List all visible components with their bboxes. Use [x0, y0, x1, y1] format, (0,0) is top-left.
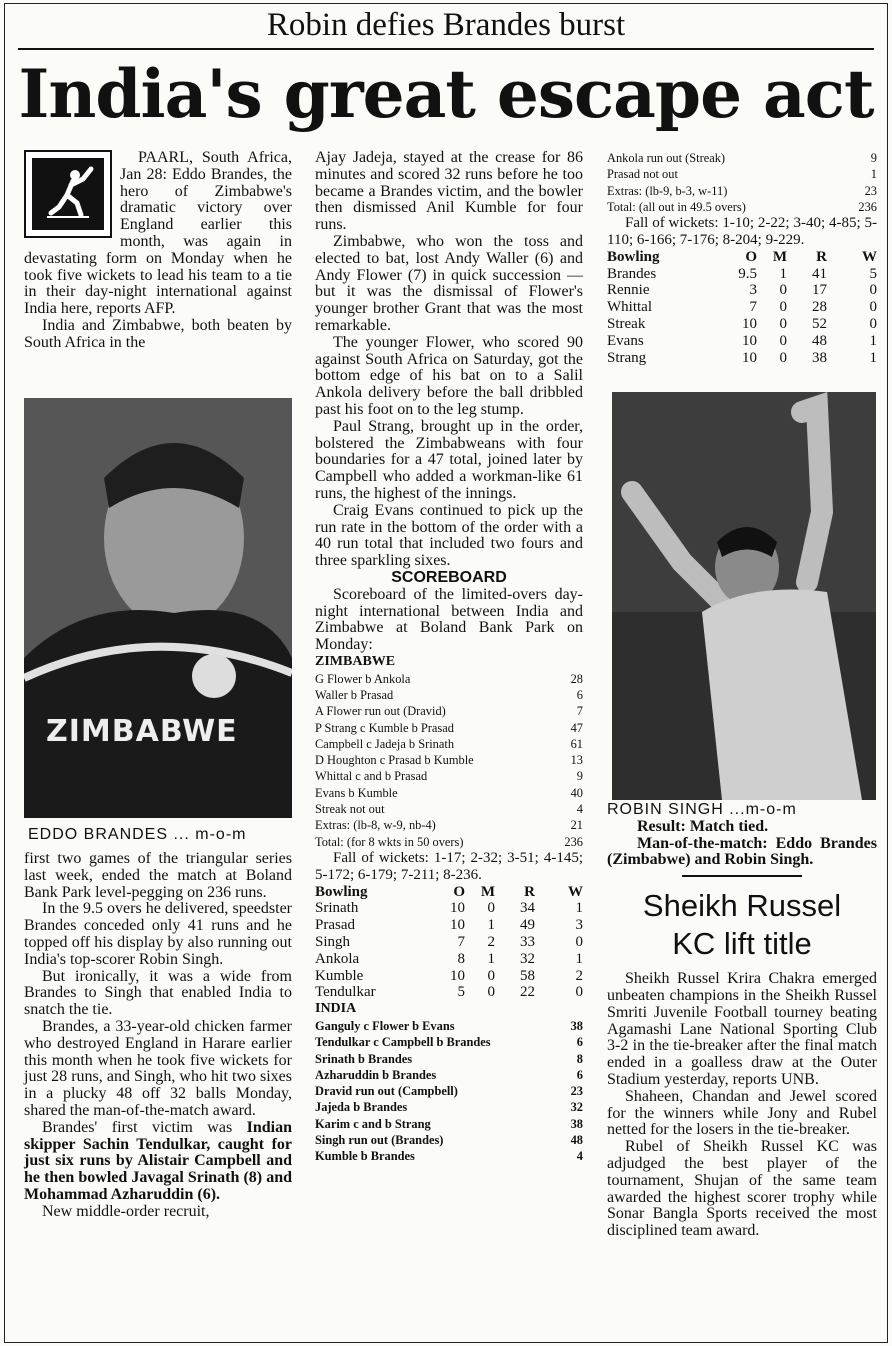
batsman: Prasad not out	[607, 167, 678, 182]
batsman: Whittal c and b Prasad	[315, 769, 428, 784]
bowling-cell: Tendulkar	[315, 984, 376, 1001]
bowling-cell: 0	[779, 332, 787, 349]
paragraph: New middle-order recruit,	[42, 1202, 210, 1220]
bowling-header-cell: O	[453, 883, 465, 900]
bowling-cell: 34	[520, 900, 535, 917]
brandes-photo	[24, 398, 292, 818]
main-headline: India's great escape act	[18, 55, 874, 133]
bowling-cell: 1	[575, 950, 583, 967]
runs: 9	[870, 151, 877, 165]
bowling-cell: 52	[812, 315, 827, 332]
bowling-cell: Ankola	[315, 950, 360, 967]
runs: 236	[564, 834, 583, 849]
bowling-header-cell: R	[524, 883, 535, 900]
batting-row	[315, 801, 583, 817]
paragraph: Brandes, a 33-year-old chicken farmer who destroyed England in Harare earlier this month when he took five wickets for just 28 runs, and Singh, who hit two sixes in a plucky 48 off 32 balls Monday, shared the man-of-the-match award.	[24, 1017, 292, 1119]
bowling-cell: 2	[575, 967, 583, 984]
bowling-row	[607, 316, 877, 333]
bowling-cell: Whittal	[607, 299, 652, 316]
batsman: Srinath b Brandes	[315, 1051, 413, 1066]
scoreboard-intro: Scoreboard of the limited-overs day-night international between India and Zimbabwe at Boland Bank Park on Monday:	[315, 585, 583, 654]
runs: 9	[576, 769, 583, 784]
batsman: Streak not out	[315, 802, 385, 817]
paragraph: Ajay Jadeja, stayed at the crease for 86 minutes and scored 32 runs before he too became a Brandes victim, and the bowler then dismissed Anil Kumble for four runs.	[315, 149, 583, 234]
bowling-cell: 0	[779, 349, 787, 366]
batsman: Tendulkar c Campbell b Brandes	[315, 1035, 491, 1050]
bowling-cell: 22	[520, 984, 535, 1001]
bowling-cell: 10	[742, 315, 757, 332]
bowling-row	[315, 917, 583, 934]
runs: 28	[570, 671, 583, 686]
batsman: Dravid run out (Campbell)	[315, 1084, 458, 1099]
batsman: Extras: (lb-9, b-3, w-11)	[607, 183, 728, 198]
india-bowling-header	[315, 884, 583, 901]
runs: 1	[870, 167, 877, 182]
bowling-cell: 1	[575, 900, 583, 917]
runs: 32	[570, 1100, 583, 1115]
batsman: Karim c and b Strang	[315, 1116, 431, 1131]
bowling-header-cell: O	[745, 248, 757, 265]
lead-paragraph: PAARL, South Africa, Jan 28: Eddo Brandes, the hero of Zimbabwe's dramatic victory over England earlier this month, was again in devastating form on Monday when he took five wickets to lead his team to a tie in their day-night international against India here, reports AFP.	[24, 149, 292, 318]
separator	[682, 875, 802, 877]
bowling-cell: 17	[812, 282, 827, 299]
batsman: D Houghton c Prasad b Kumble	[315, 753, 474, 768]
paragraph: Craig Evans continued to pick up the run rate in the bottom of the order with a 40 run total that included two fours and three sparkling sixes.	[315, 501, 583, 570]
india-bowling	[315, 900, 583, 1001]
bowling-cell: 0	[487, 984, 495, 1001]
paragraph: first two games of the triangular series last week, ended the match at Boland Bank Park level-pegging on 236 runs.	[24, 850, 292, 901]
bowling-cell: 58	[520, 967, 535, 984]
batsman: Ankola run out (Streak)	[607, 151, 726, 165]
batsman: A Flower run out (Dravid)	[315, 704, 446, 719]
runs: 4	[576, 802, 583, 817]
bowling-cell: Streak	[607, 315, 646, 332]
batting-row	[315, 817, 583, 833]
batsman: P Strang c Kumble b Prasad	[315, 720, 454, 735]
bowling-cell: 1	[487, 950, 495, 967]
runs: 4	[576, 1149, 583, 1164]
bowling-cell: 1	[869, 349, 877, 366]
paragraph: Shaheen, Chandan and Jewel scored for the winners while Jony and Rubel netted for the losers in the tie-breaker.	[607, 1087, 877, 1139]
batting-row	[607, 166, 877, 182]
bowling-row	[607, 282, 877, 299]
batsman: Singh run out (Brandes)	[315, 1133, 444, 1148]
runs: 13	[570, 753, 583, 768]
batting-row	[315, 1099, 583, 1115]
bowling-header-cell: M	[772, 248, 787, 265]
bowling-cell: 32	[520, 950, 535, 967]
bowling-cell: 0	[869, 282, 877, 299]
bowling-cell: 10	[450, 900, 465, 917]
bowling-cell: 5	[457, 984, 465, 1001]
bowling-header-cell: W	[862, 248, 877, 265]
shirt-text: ZIMBABWE	[46, 714, 238, 749]
bowling-cell: Kumble	[315, 967, 364, 984]
bowling-row	[607, 266, 877, 283]
bowling-cell: 8	[457, 950, 465, 967]
batting-row	[315, 1034, 583, 1050]
zimbabwe-batting	[315, 671, 583, 850]
batsman: Evans b Kumble	[315, 785, 398, 800]
india-fall-of-wickets: Fall of wickets: 1-10; 2-22; 3-40; 4-85; 5-110; 6-166; 7-176; 8-204; 9-229.	[607, 215, 877, 248]
batting-row	[315, 1067, 583, 1083]
bowling-cell: 3	[575, 917, 583, 934]
batsman: Waller b Prasad	[315, 688, 394, 702]
batting-row	[607, 199, 877, 215]
man-of-the-match: Man-of-the-match: Eddo Brandes (Zimbabwe) and Robin Singh.	[607, 834, 877, 869]
bowling-cell: 41	[812, 265, 827, 282]
batting-row	[315, 1051, 583, 1067]
batting-row	[315, 834, 583, 850]
runs: 6	[576, 1067, 583, 1082]
zimbabwe-fall-of-wickets: Fall of wickets: 1-17; 2-32; 3-51; 4-145; 5-172; 6-179; 7-211; 8-236.	[315, 849, 583, 883]
bowling-row	[607, 350, 877, 367]
kicker-headline: Robin defies Brandes burst	[266, 7, 626, 43]
bowling-row	[607, 333, 877, 350]
batsman: G Flower b Ankola	[315, 671, 411, 686]
batsman: Extras: (lb-8, w-9, nb-4)	[315, 818, 436, 833]
photo-caption-singh: ROBIN SINGH ...m-o-m	[607, 801, 797, 818]
sheikh-russel-headline-2: KC lift title	[672, 926, 812, 962]
bowling-row	[315, 968, 583, 985]
batsman: Total: (all out in 49.5 overs)	[607, 199, 746, 214]
bowling-cell: Prasad	[315, 917, 355, 934]
batting-row	[315, 687, 583, 703]
paragraph: Sheikh Russel Krira Chakra emerged unbeaten champions in the Sheikh Russel Smriti Juvenile Football tourney beating Agamashi Lane National Sporting Club 3-2 in the tie-breaker after the final match ended in a goalless draw at the Outer Stadium yesterday, reports UNB.	[607, 970, 877, 1088]
bowling-cell: 7	[749, 299, 757, 316]
batting-row	[315, 720, 583, 736]
bowling-cell: 1	[487, 917, 495, 934]
runs: 236	[858, 199, 877, 214]
runs: 38	[570, 1018, 583, 1033]
batting-row	[315, 768, 583, 784]
bowling-cell: 0	[575, 933, 583, 950]
bowling-cell: 5	[869, 265, 877, 282]
bowling-cell: 49	[520, 917, 535, 934]
bowling-cell: 33	[520, 933, 535, 950]
robin-singh-photo	[612, 392, 876, 800]
bowling-header-cell: W	[568, 883, 583, 900]
paragraph: Paul Strang, brought up in the order, bolstered the Zimbabweans with four boundaries for a 47 total, joined later by Campbell who added a workman-like 61 runs, the highest of the innings.	[315, 417, 583, 502]
bowling-cell: Evans	[607, 332, 644, 349]
bowling-cell: 0	[575, 984, 583, 1001]
zimbabwe-bowling	[607, 266, 877, 367]
batsman: Ganguly c Flower b Evans	[315, 1018, 455, 1033]
column-1	[24, 150, 292, 352]
zimbabwe-bowling-header	[607, 249, 877, 266]
paragraph: India and Zimbabwe, both beaten by South Africa in the	[24, 316, 292, 351]
bowling-cell: 0	[779, 282, 787, 299]
bowling-row	[315, 984, 583, 1001]
batsman: Kumble b Brandes	[315, 1149, 415, 1164]
batting-row	[315, 785, 583, 801]
runs: 21	[570, 818, 583, 833]
bowling-header-cell: Bowling	[607, 248, 660, 265]
batting-row	[315, 671, 583, 687]
bowling-row	[607, 299, 877, 316]
india-batting-cont	[607, 150, 877, 215]
batting-row	[607, 150, 877, 166]
batting-row	[315, 1116, 583, 1132]
bowling-cell: 0	[779, 315, 787, 332]
batting-row	[315, 1083, 583, 1099]
match-result: Result: Match tied.	[637, 817, 769, 835]
cricket-icon	[24, 150, 112, 238]
bowling-cell: 7	[457, 933, 465, 950]
batting-row	[315, 1018, 583, 1034]
bowling-cell: Srinath	[315, 900, 359, 917]
column-3	[607, 150, 877, 366]
paragraph: In the 9.5 overs he delivered, speedster Brandes conceded only 41 runs and he topped off his display by also running out India's top-scorer Robin Singh.	[24, 900, 292, 968]
batting-row	[315, 703, 583, 719]
bowling-cell: 1	[869, 332, 877, 349]
bowling-cell: 10	[450, 917, 465, 934]
bowling-cell: Singh	[315, 933, 351, 950]
batting-row	[315, 1132, 583, 1148]
paragraph: Zimbabwe, who won the toss and elected to bat, lost Andy Waller (6) and Andy Flower (7) in quick succession — but it was the dismissal of Flower's younger brother Grant that was the most remarkable.	[315, 232, 583, 334]
batting-row	[607, 183, 877, 199]
bowling-cell: Strang	[607, 349, 647, 366]
runs: 48	[570, 1133, 583, 1148]
bowling-header-cell: Bowling	[315, 883, 368, 900]
runs: 23	[864, 183, 877, 198]
runs: 6	[576, 688, 583, 702]
runs: 38	[570, 1116, 583, 1131]
bowling-cell: 2	[487, 933, 495, 950]
bowling-cell: 48	[812, 332, 827, 349]
bowling-cell: 0	[487, 967, 495, 984]
bowling-header-cell: M	[480, 883, 495, 900]
batsman: Campbell c Jadeja b Srinath	[315, 736, 455, 751]
runs: 8	[576, 1051, 583, 1066]
bowling-cell: 28	[812, 299, 827, 316]
bowling-row	[315, 951, 583, 968]
batting-row	[315, 752, 583, 768]
photo-caption-brandes: EDDO BRANDES ... m-o-m	[28, 826, 247, 843]
runs: 47	[570, 720, 583, 735]
scoreboard-title: SCOREBOARD	[391, 568, 507, 586]
column-3-cont	[607, 802, 877, 1240]
runs: 40	[570, 785, 583, 800]
runs: 6	[576, 1035, 583, 1050]
paragraph: Rubel of Sheikh Russel KC was adjudged the best player of the tournament, Shujan of the same team awarded the highest scorer trophy while Sonar Bangla Sports received the most disciplined team award.	[607, 1138, 877, 1240]
bowling-cell: 1	[779, 265, 787, 282]
bowling-row	[315, 934, 583, 951]
bowling-cell: 0	[869, 299, 877, 316]
team-india: INDIA	[315, 1001, 357, 1017]
bowling-header-cell: R	[816, 248, 827, 265]
bowling-cell: Rennie	[607, 282, 650, 299]
bowling-cell: 10	[450, 967, 465, 984]
batsman: Azharuddin b Brandes	[315, 1067, 437, 1082]
bowling-cell: 3	[749, 282, 757, 299]
batting-row	[315, 1148, 583, 1164]
bowling-cell: Brandes	[607, 265, 657, 282]
column-2	[315, 150, 583, 1165]
paragraph: The younger Flower, who scored 90 against South Africa on Saturday, got the bottom edge of his bat on to a Salil Ankola delivery before the ball dribbled past his foot on to the leg stump.	[315, 333, 583, 418]
runs: 23	[570, 1084, 583, 1099]
bowling-cell: 9.5	[738, 265, 757, 282]
bowling-cell: 0	[779, 299, 787, 316]
paragraph: But ironically, it was a wide from Brandes to Singh that enabled India to snatch the tie.	[24, 967, 292, 1019]
india-batting	[315, 1018, 583, 1165]
bowling-row	[315, 900, 583, 917]
bowling-cell: 0	[487, 900, 495, 917]
kicker-rule	[18, 48, 874, 50]
runs: 7	[576, 704, 583, 719]
column-1-cont	[24, 851, 292, 1221]
batsman: Jajeda b Brandes	[315, 1100, 408, 1115]
runs: 61	[570, 736, 583, 751]
sheikh-russel-headline-1: Sheikh Russel	[642, 888, 842, 924]
bowling-cell: 10	[742, 349, 757, 366]
bowling-cell: 0	[869, 315, 877, 332]
batting-row	[315, 736, 583, 752]
team-zimbabwe: ZIMBABWE	[315, 653, 396, 669]
bowling-cell: 10	[742, 332, 757, 349]
batsman: Total: (for 8 wkts in 50 overs)	[315, 834, 464, 849]
paragraph: Brandes' first victim was Indian skipper Sachin Tendulkar, caught for just six runs by Alistair Campbell and he then bowled Javagal Srinath (8) and Mohammad Azharuddin (6).	[24, 1118, 292, 1203]
bowling-cell: 38	[812, 349, 827, 366]
